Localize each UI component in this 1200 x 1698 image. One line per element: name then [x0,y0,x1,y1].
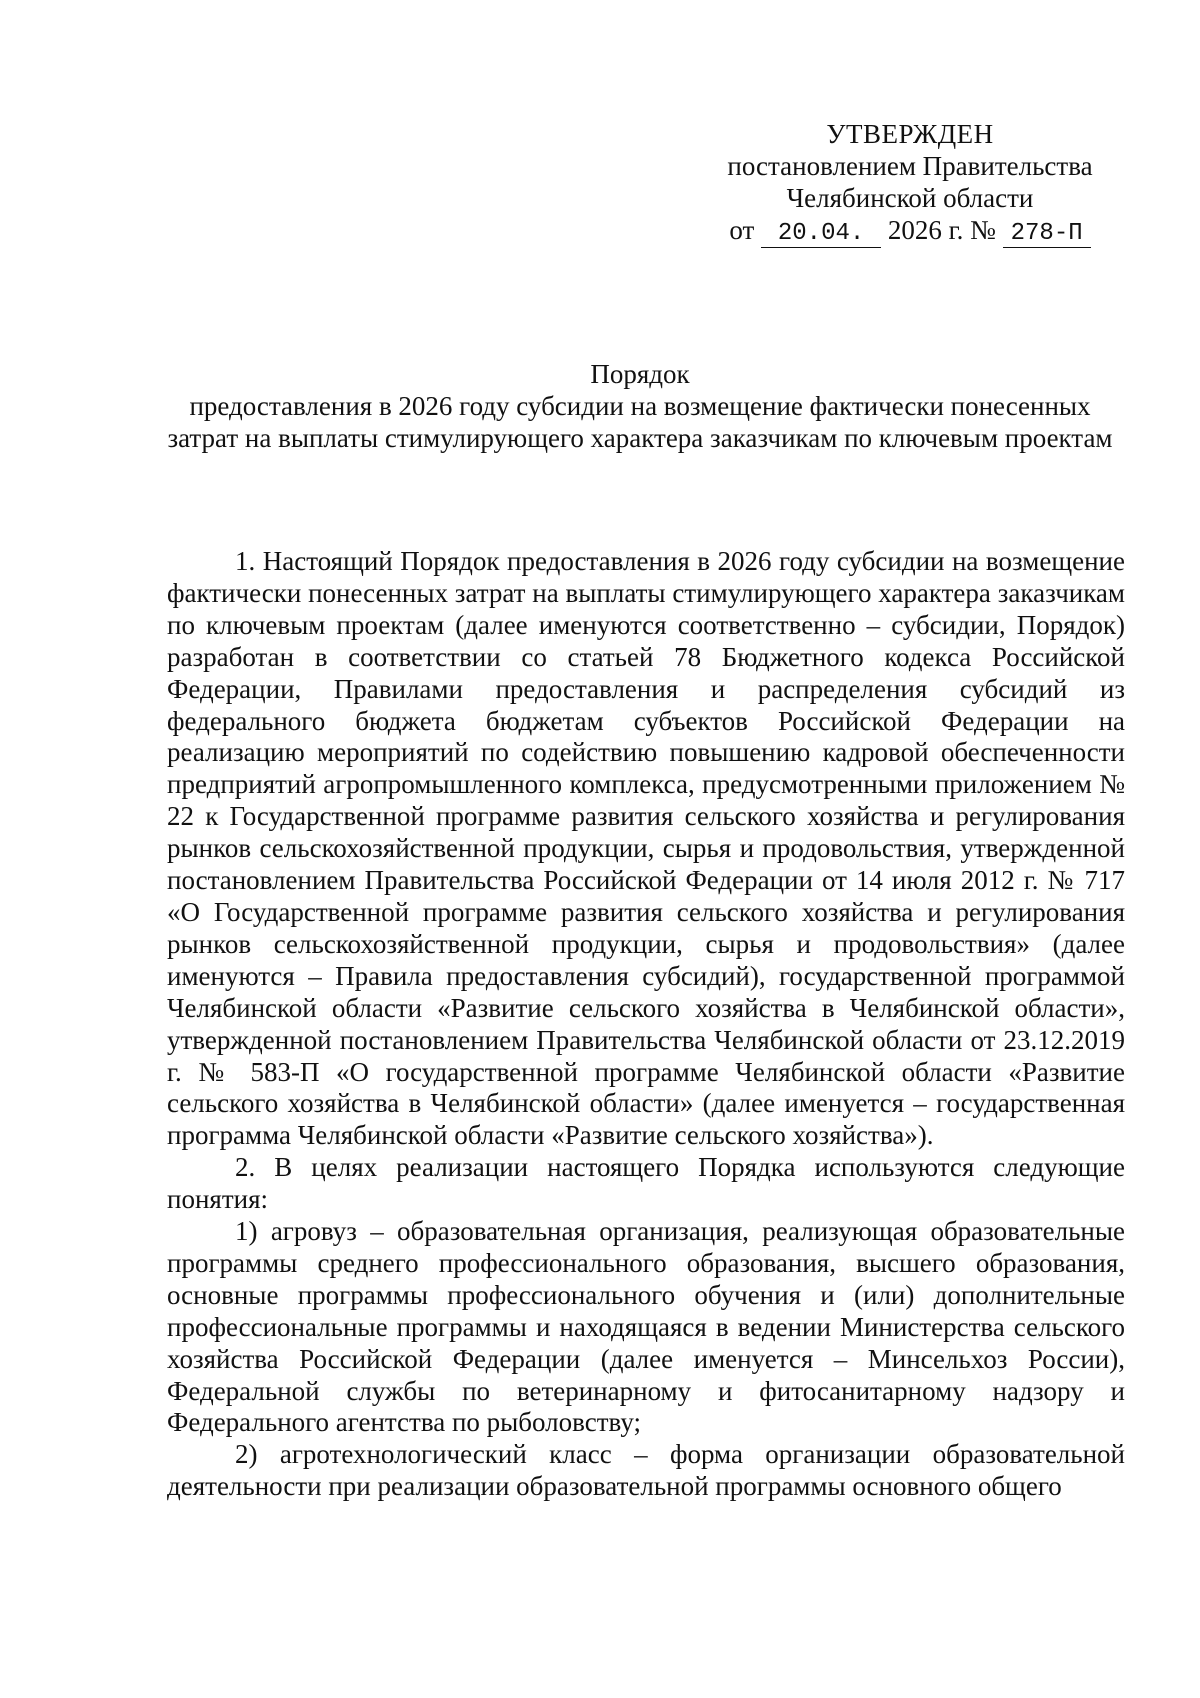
paragraph-2-item-2: 2) агротехнологический класс – форма организации образовательной деятельности при реализации образовательной программы основного общего [167,1439,1125,1502]
document-subtitle: предоставления в 2026 году субсидии на возмещение фактически понесенных затрат на выплаты стимулирующего характера заказчикам по ключевым проектам [167,391,1113,453]
document-title-block [160,358,1120,454]
resolution-number: 278-П [1003,221,1091,248]
approval-line-2: Челябинской области [786,183,1034,213]
approval-line-1: постановлением Правительства [727,151,1093,181]
date-value: 20.04. [761,221,881,248]
approval-heading: УТВЕРЖДЕН [826,119,994,149]
approval-stamp-block [700,118,1120,248]
date-prefix: от [729,215,755,245]
document-body [167,546,1125,1503]
year-and-number-label: 2026 г. № [887,215,996,245]
paragraph-2: 2. В целях реализации настоящего Порядка используются следующие понятия: [167,1152,1125,1215]
approval-date-line [700,214,1120,248]
paragraph-2-item-1: 1) агровуз – образовательная организация, реализующая образовательные программы среднего профессионального образования, высшего образования, основные программы профессионального обучения и (или) дополнительные профессиональные программы и находящаяся в ведении Министерства сельского хозяйства Российской Федерации (далее именуется – Минсельхоз России), Федеральной службы по ветеринарному и фитосанитарному надзору и Федерального агентства по рыболовству; [167,1216,1125,1438]
paragraph-1: 1. Настоящий Порядок предоставления в 2026 году субсидии на возмещение фактически понесенных затрат на выплаты стимулирующего характера заказчикам по ключевым проектам (далее именуются соответственно – субсидии, Порядок) разработан в соответствии со статьей 78 Бюджетного кодекса Российской Федерации, Правилами предоставления и распределения субсидий из федерального бюджета бюджетам субъектов Российской Федерации на реализацию мероприятий по содействию повышению кадровой обеспеченности предприятий агропромышленного комплекса, предусмотренными приложением № 22 к Государственной программе развития сельского хозяйства и регулирования рынков сельскохозяйственной продукции, сырья и продовольствия, утвержденной постановлением Правительства Российской Федерации от 14 июля 2012 г. № 717 «О Государственной программе развития сельского хозяйства и регулирования рынков сельскохозяйственной продукции, сырья и продовольствия» (далее именуются – Правила предоставления субсидий), государственной программой Челябинской области «Развитие сельского хозяйства в Челябинской области», утвержденной постановлением Правительства Челябинской области от 23.12.2019 г. № 583-П «О государственной программе Челябинской области «Развитие сельского хозяйства в Челябинской области» (далее именуется – государственная программа Челябинской области «Развитие сельского хозяйства»). [167,546,1125,1151]
document-title: Порядок [590,359,690,389]
